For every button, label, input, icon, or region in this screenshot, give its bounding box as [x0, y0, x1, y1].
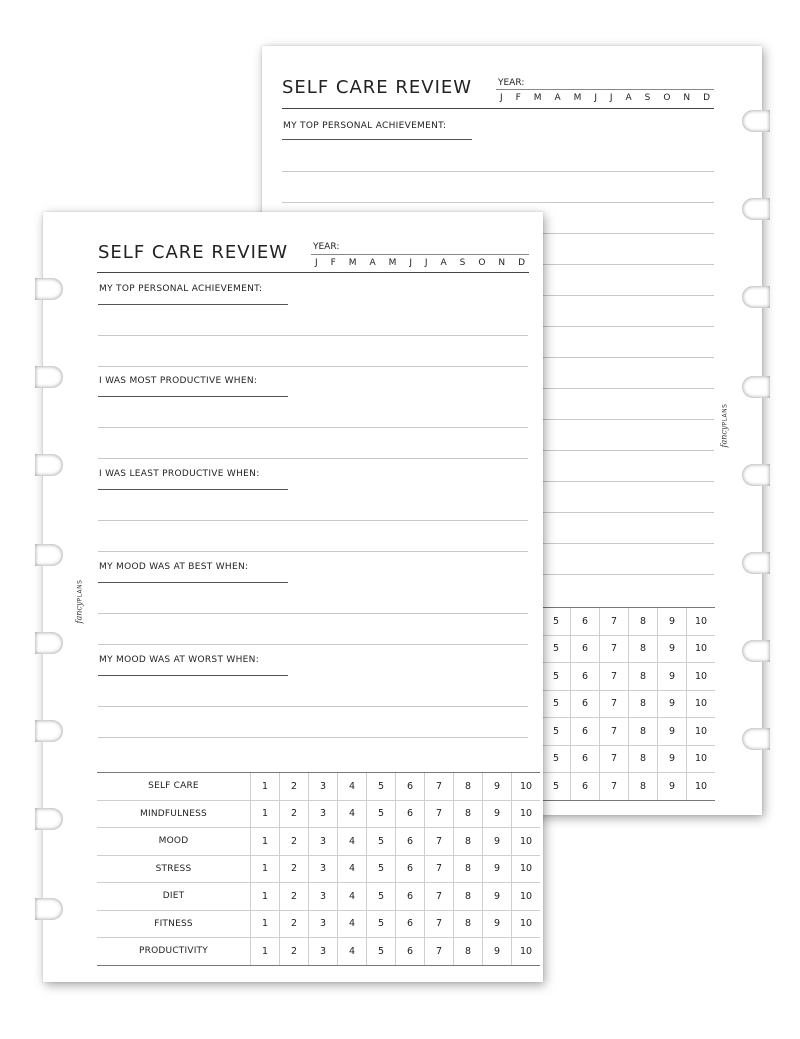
month-8: A [625, 93, 632, 103]
month-1: J [500, 93, 503, 103]
rating-cell: 9 [658, 745, 687, 773]
rating-cell: 7 [425, 773, 454, 801]
rating-cell: 6 [396, 910, 425, 938]
rating-cell: 8 [454, 800, 483, 828]
rating-row [97, 800, 540, 828]
rating-cell: 5 [542, 690, 571, 718]
rating-row [542, 745, 715, 773]
rating-cell: 9 [658, 718, 687, 746]
rating-cell: 7 [600, 718, 629, 746]
rating-cell: 8 [629, 663, 658, 691]
binding-notch [742, 552, 770, 574]
rating-cell: 7 [600, 773, 629, 801]
brand-logo: fancyPLANS [74, 579, 84, 624]
rating-cell: 5 [542, 608, 571, 636]
rating-cell: 4 [338, 828, 367, 856]
rating-cell: 7 [425, 828, 454, 856]
rating-row [542, 690, 715, 718]
rating-cell: 7 [425, 938, 454, 966]
rating-cell: 8 [454, 938, 483, 966]
question-label: MY TOP PERSONAL ACHIEVEMENT: [99, 284, 263, 294]
binding-notch [35, 808, 63, 830]
rating-cell: 5 [367, 910, 396, 938]
rating-cell: 3 [309, 828, 338, 856]
month-selector [315, 258, 525, 268]
binding-notch [35, 366, 63, 388]
binding-notch [742, 286, 770, 308]
page-title: SELF CARE REVIEW [98, 242, 289, 263]
rating-cell: 4 [338, 855, 367, 883]
month-10: O [478, 258, 486, 268]
rating-cell: 1 [251, 828, 280, 856]
rating-cell: 5 [367, 800, 396, 828]
month-selector [500, 93, 710, 103]
rating-cell: 6 [396, 883, 425, 911]
rating-cell: 5 [542, 773, 571, 801]
rating-cell: 2 [280, 800, 309, 828]
question-label: MY MOOD WAS AT WORST WHEN: [99, 655, 260, 665]
rating-row [542, 635, 715, 663]
rating-cell: 8 [629, 635, 658, 663]
rating-cell: 7 [425, 800, 454, 828]
rating-cell: 6 [396, 828, 425, 856]
rating-cell: 3 [309, 910, 338, 938]
rating-cell: 9 [658, 690, 687, 718]
month-1: J [315, 258, 318, 268]
month-12: D [518, 258, 525, 268]
binding-notch [35, 544, 63, 566]
question-label: I WAS MOST PRODUCTIVE WHEN: [99, 376, 258, 386]
writing-line [98, 366, 528, 367]
rating-row [542, 663, 715, 691]
rating-cell: 5 [542, 718, 571, 746]
month-3: M [348, 258, 357, 268]
rating-cell: 8 [629, 718, 658, 746]
rating-cell: 4 [338, 800, 367, 828]
rating-cell: 6 [396, 773, 425, 801]
rating-cell: 8 [454, 855, 483, 883]
rating-cell: 9 [483, 910, 512, 938]
writing-line [98, 644, 528, 645]
page-title: SELF CARE REVIEW [282, 77, 473, 98]
rating-cell: 6 [571, 608, 600, 636]
month-4: A [554, 93, 561, 103]
rating-cell: 3 [309, 938, 338, 966]
year-label: YEAR: [313, 242, 340, 252]
rating-cell: 7 [600, 608, 629, 636]
rating-cell: 3 [309, 800, 338, 828]
rating-cell: 10 [512, 938, 541, 966]
writing-line [98, 335, 528, 336]
rating-cell: 2 [280, 910, 309, 938]
rating-cell: 9 [658, 635, 687, 663]
rating-cell: 7 [425, 910, 454, 938]
category-label: SELF CARE [97, 773, 251, 801]
month-6: J [409, 258, 412, 268]
rating-cell: 2 [280, 828, 309, 856]
month-9: S [459, 258, 466, 268]
binding-notch [742, 464, 770, 486]
question-underline [98, 396, 288, 397]
rating-cell: 5 [367, 883, 396, 911]
binding-notch [35, 632, 63, 654]
writing-line [98, 551, 528, 552]
category-label: FITNESS [97, 910, 251, 938]
rating-cell: 9 [483, 883, 512, 911]
rating-cell: 6 [571, 745, 600, 773]
rating-cell: 4 [338, 773, 367, 801]
binding-notch [35, 278, 63, 300]
question-underline [98, 489, 288, 490]
month-4: A [369, 258, 376, 268]
rating-cell: 6 [396, 938, 425, 966]
category-label: MINDFULNESS [97, 800, 251, 828]
rating-cell: 7 [425, 855, 454, 883]
rating-cell: 8 [454, 773, 483, 801]
rating-row [97, 883, 540, 911]
rating-cell: 10 [687, 773, 716, 801]
month-2: F [330, 258, 336, 268]
rating-cell: 6 [396, 800, 425, 828]
rating-cell: 7 [600, 663, 629, 691]
binding-notch [35, 898, 63, 920]
binding-notch [742, 640, 770, 662]
rating-cell: 4 [338, 938, 367, 966]
month-3: M [533, 93, 542, 103]
month-5: M [573, 93, 582, 103]
rating-cell: 9 [483, 938, 512, 966]
rating-cell: 2 [280, 938, 309, 966]
rating-cell: 10 [687, 690, 716, 718]
rating-row [97, 910, 540, 938]
binding-notch [742, 728, 770, 750]
rating-cell: 8 [454, 828, 483, 856]
rating-cell: 5 [367, 855, 396, 883]
year-line [311, 254, 529, 255]
rating-cell: 5 [542, 635, 571, 663]
writing-line [98, 427, 528, 428]
rating-cell: 9 [658, 608, 687, 636]
rating-cell: 10 [512, 800, 541, 828]
month-5: M [388, 258, 397, 268]
month-8: A [440, 258, 447, 268]
month-7: J [424, 258, 428, 268]
rating-cell: 4 [338, 883, 367, 911]
rating-cell: 10 [687, 745, 716, 773]
rating-cell: 1 [251, 910, 280, 938]
rating-cell: 7 [600, 690, 629, 718]
writing-line [282, 171, 714, 172]
year-label: YEAR: [498, 78, 525, 88]
question-label: MY MOOD WAS AT BEST WHEN: [99, 562, 249, 572]
writing-line [98, 520, 528, 521]
month-9: S [644, 93, 651, 103]
rating-row [97, 773, 540, 801]
rating-cell: 5 [367, 938, 396, 966]
rating-cell: 5 [542, 745, 571, 773]
brand-logo: fancyPLANS [719, 403, 729, 448]
rating-cell: 6 [396, 855, 425, 883]
rating-row [97, 855, 540, 883]
rating-row [97, 938, 540, 966]
category-label: STRESS [97, 855, 251, 883]
rating-cell: 8 [629, 773, 658, 801]
rating-cell: 10 [687, 718, 716, 746]
rating-cell: 1 [251, 773, 280, 801]
rating-cell: 8 [629, 608, 658, 636]
binding-notch [35, 454, 63, 476]
rating-row [542, 718, 715, 746]
writing-line [98, 458, 528, 459]
rating-cell: 3 [309, 773, 338, 801]
rating-cell: 9 [483, 828, 512, 856]
rating-cell: 9 [483, 773, 512, 801]
rating-cell: 8 [454, 910, 483, 938]
writing-line [98, 706, 528, 707]
rating-cell: 6 [571, 773, 600, 801]
category-label: PRODUCTIVITY [97, 938, 251, 966]
rating-cell: 4 [338, 910, 367, 938]
front-page [43, 212, 543, 982]
question-label: I WAS LEAST PRODUCTIVE WHEN: [99, 469, 260, 479]
rating-cell: 8 [629, 690, 658, 718]
rating-row [542, 608, 715, 636]
question-label: MY TOP PERSONAL ACHIEVEMENT: [283, 121, 447, 131]
question-underline [282, 139, 472, 140]
month-11: N [498, 258, 506, 268]
year-line [496, 89, 714, 90]
rating-cell: 10 [512, 828, 541, 856]
header-rule [97, 272, 529, 273]
rating-cell: 3 [309, 883, 338, 911]
rating-cell: 10 [512, 773, 541, 801]
rating-cell: 5 [367, 828, 396, 856]
rating-cell: 1 [251, 855, 280, 883]
rating-cell: 1 [251, 800, 280, 828]
rating-cell: 2 [280, 773, 309, 801]
rating-cell: 10 [512, 855, 541, 883]
rating-cell: 5 [367, 773, 396, 801]
rating-cell: 5 [542, 663, 571, 691]
month-10: O [663, 93, 671, 103]
rating-cell: 7 [600, 745, 629, 773]
rating-cell: 6 [571, 690, 600, 718]
rating-cell: 9 [483, 855, 512, 883]
rating-cell: 1 [251, 938, 280, 966]
month-6: J [594, 93, 597, 103]
rating-table [97, 772, 540, 966]
category-label: MOOD [97, 828, 251, 856]
rating-cell: 8 [454, 883, 483, 911]
rating-cell: 7 [425, 883, 454, 911]
binding-notch [742, 110, 770, 132]
question-underline [98, 304, 288, 305]
writing-line [282, 202, 714, 203]
writing-line [98, 613, 528, 614]
header-rule [282, 108, 714, 109]
rating-cell: 10 [512, 910, 541, 938]
rating-cell: 8 [629, 745, 658, 773]
category-label: DIET [97, 883, 251, 911]
rating-cell: 3 [309, 855, 338, 883]
rating-cell: 6 [571, 663, 600, 691]
month-11: N [683, 93, 691, 103]
binding-notch [742, 376, 770, 398]
question-underline [98, 582, 288, 583]
rating-cell: 9 [658, 663, 687, 691]
rating-cell: 10 [687, 635, 716, 663]
month-12: D [703, 93, 710, 103]
rating-row [97, 828, 540, 856]
binding-notch [35, 720, 63, 742]
rating-cell: 10 [687, 608, 716, 636]
rating-table [542, 607, 715, 801]
question-underline [98, 675, 288, 676]
month-2: F [515, 93, 521, 103]
rating-cell: 1 [251, 883, 280, 911]
rating-cell: 2 [280, 883, 309, 911]
rating-cell: 2 [280, 855, 309, 883]
rating-cell: 10 [687, 663, 716, 691]
rating-cell: 7 [600, 635, 629, 663]
rating-cell: 9 [483, 800, 512, 828]
rating-cell: 6 [571, 718, 600, 746]
rating-cell: 9 [658, 773, 687, 801]
rating-cell: 6 [571, 635, 600, 663]
rating-row [542, 773, 715, 801]
writing-line [98, 737, 528, 738]
rating-cell: 10 [512, 883, 541, 911]
binding-notch [742, 198, 770, 220]
month-7: J [609, 93, 613, 103]
